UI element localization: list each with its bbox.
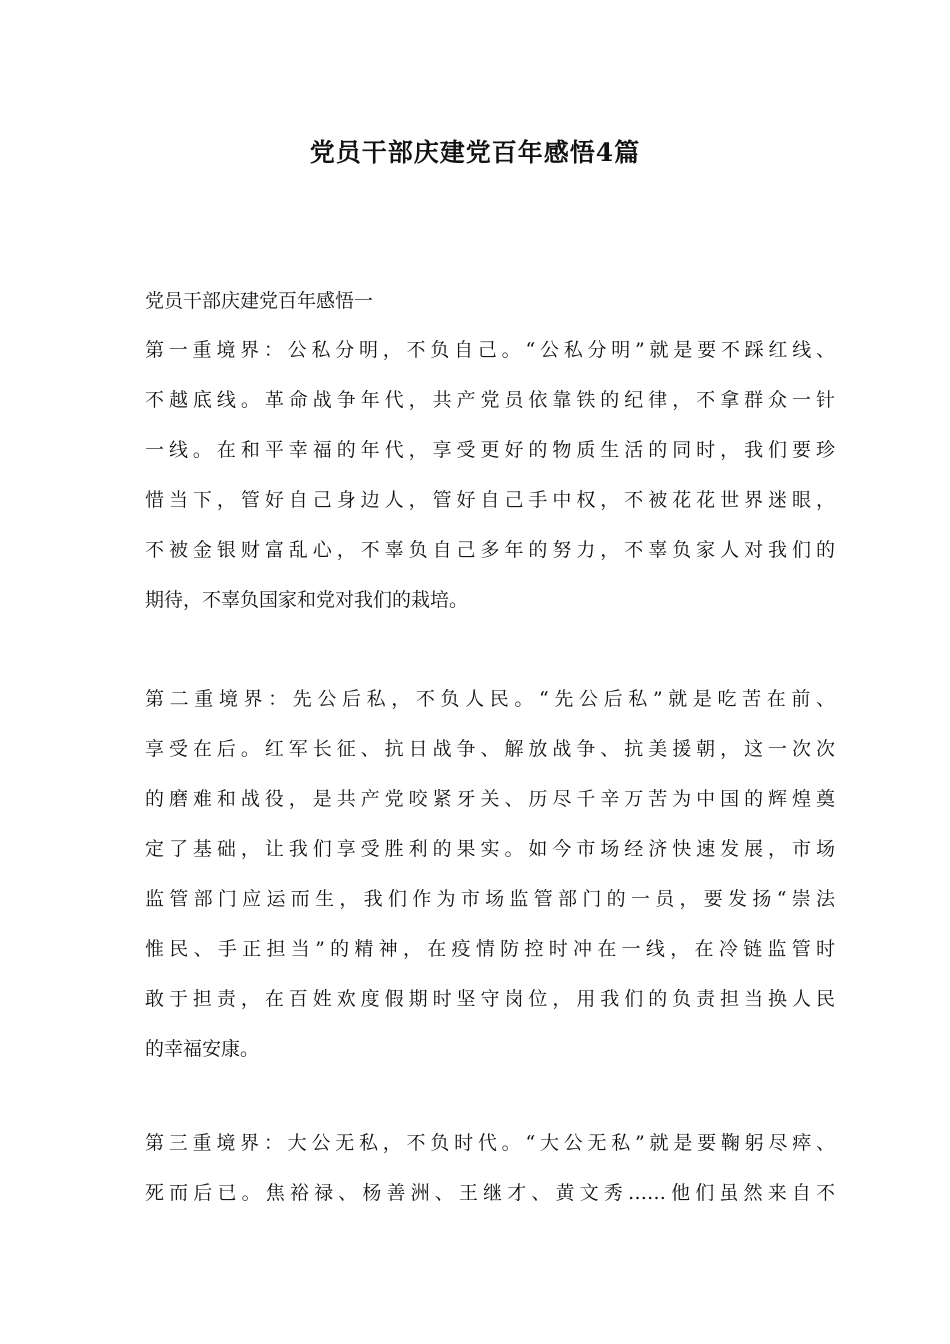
paragraph-1 xyxy=(145,325,835,625)
paragraph-line: 定了基础，让我们享受胜利的果实。如今市场经济快速发展，市场 xyxy=(145,838,835,860)
paragraph-line: 第一重境界：公私分明，不负自己。“公私分明”就是要不踩红线、 xyxy=(145,339,835,361)
paragraph-line: 监管部门应运而生，我们作为市场监管部门的一员，要发扬“崇法 xyxy=(145,888,835,910)
paragraph-line: 享受在后。红军长征、抗日战争、解放战争、抗美援朝，这一次次 xyxy=(145,738,835,760)
paragraph-line: 敢于担责，在百姓欢度假期时坚守岗位，用我们的负责担当换人民 xyxy=(145,988,835,1010)
paragraph-line: 的磨难和战役，是共产党咬紧牙关、历尽千辛万苦为中国的辉煌奠 xyxy=(145,788,835,810)
paragraph-line: 第三重境界：大公无私，不负时代。“大公无私”就是要鞠躬尽瘁、 xyxy=(145,1132,835,1154)
document-title: 党员干部庆建党百年感悟4篇 xyxy=(309,138,641,167)
paragraph-line: 第二重境界：先公后私，不负人民。“先公后私”就是吃苦在前、 xyxy=(145,688,835,710)
paragraph-line: 期待，不辜负国家和党对我们的栽培。 xyxy=(145,589,469,611)
paragraph-line: 死而后已。焦裕禄、杨善洲、王继才、黄文秀……他们虽然来自不 xyxy=(145,1182,835,1204)
paragraph-line: 不被金银财富乱心，不辜负自己多年的努力，不辜负家人对我们的 xyxy=(145,539,835,561)
paragraph-3 xyxy=(145,1118,835,1218)
paragraph-line: 惜当下，管好自己身边人，管好自己手中权，不被花花世界迷眼， xyxy=(145,489,835,511)
paragraph-line: 的幸福安康。 xyxy=(145,1038,260,1060)
paragraph-line: 不越底线。革命战争年代，共产党员依靠铁的纪律，不拿群众一针 xyxy=(145,389,835,411)
paragraph-line: 一线。在和平幸福的年代，享受更好的物质生活的同时，我们要珍 xyxy=(145,439,835,461)
section-heading: 党员干部庆建党百年感悟一 xyxy=(145,290,374,312)
paragraph-line: 惟民、手正担当”的精神，在疫情防控时冲在一线，在冷链监管时 xyxy=(145,938,835,960)
paragraph-2 xyxy=(145,674,835,1074)
